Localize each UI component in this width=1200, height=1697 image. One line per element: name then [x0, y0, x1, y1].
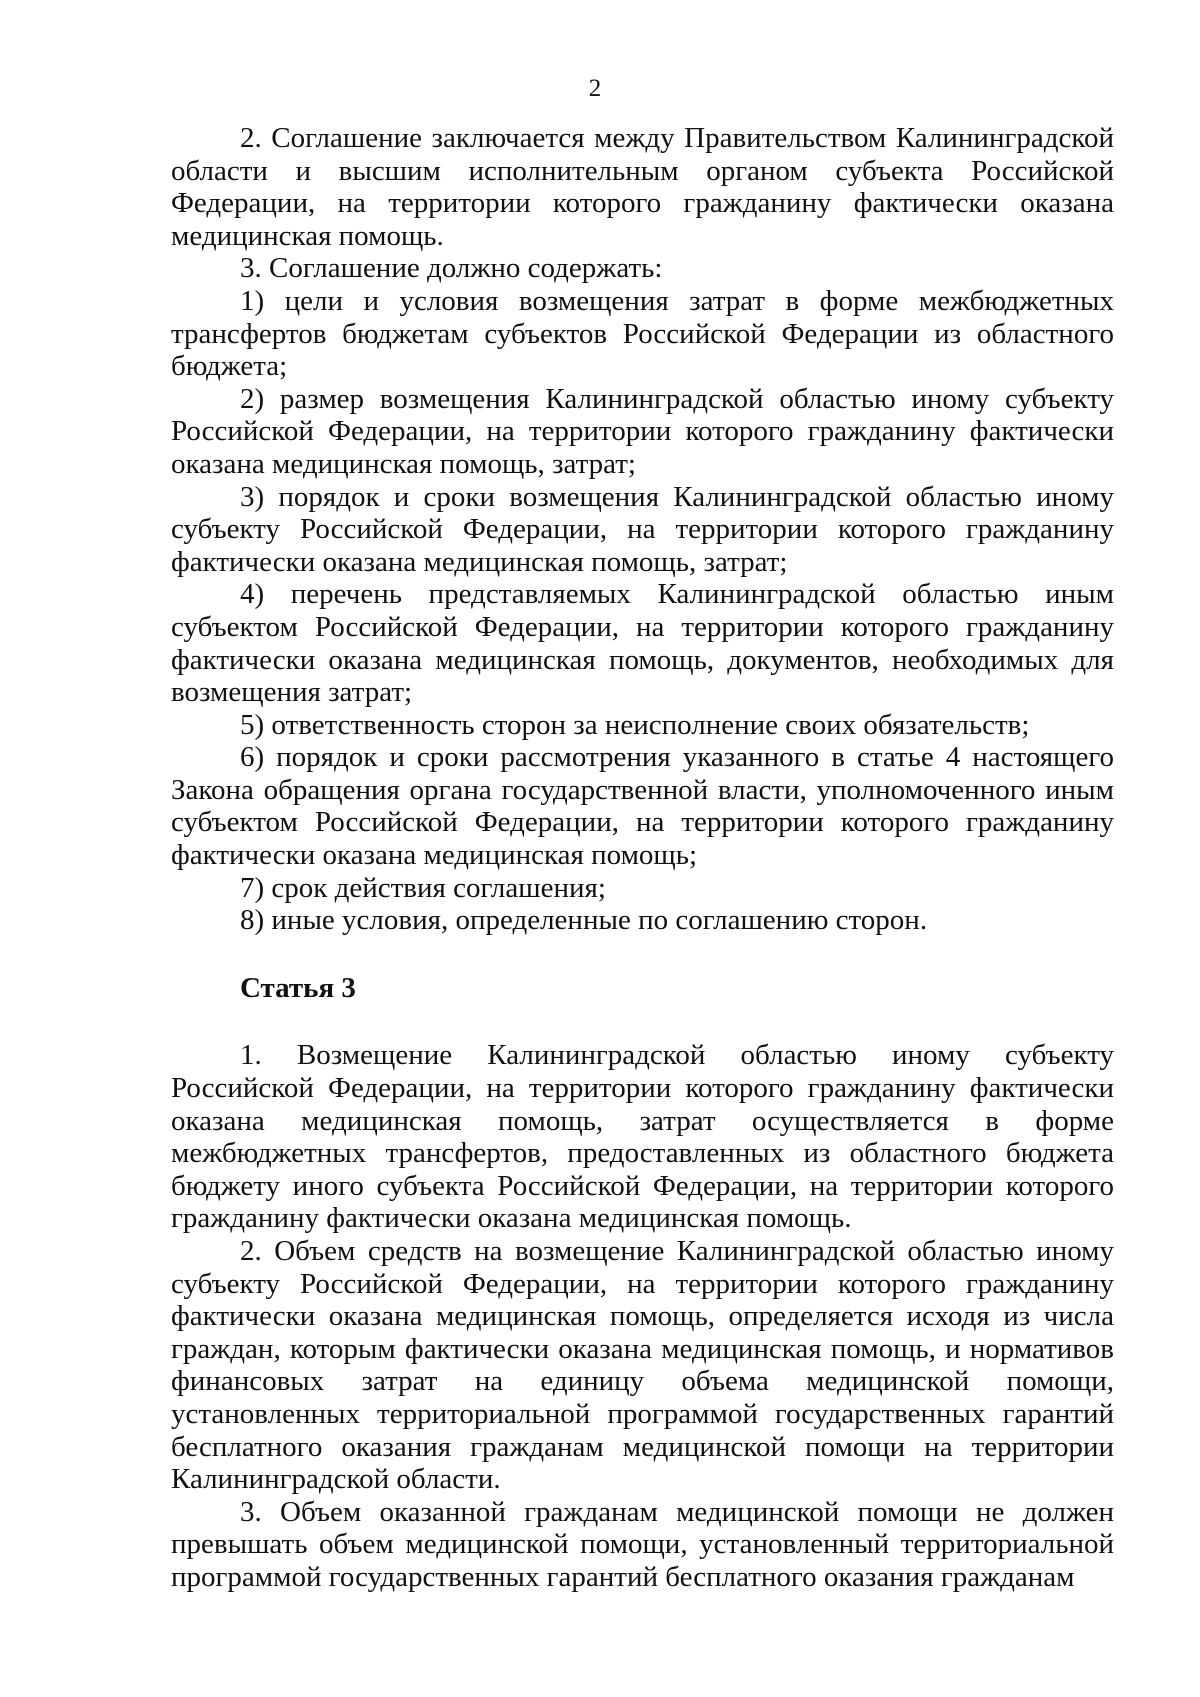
list-item: 2) размер возмещения Калининградской областью иному субъекту Российской Федерации, на территории которого гражданину фактически оказана медицинская помощь, затрат;: [171, 382, 1114, 480]
paragraph: 2. Соглашение заключается между Правительством Калининградской области и высшим исполнительным органом субъекта Российской Федерации, на территории которого гражданину фактически оказана медицинская помощь.: [171, 122, 1114, 252]
paragraph: 1. Возмещение Калининградской областью иному субъекту Российской Федерации, на территории которого гражданину фактически оказана медицинская помощь, затрат осуществляется в форме межбюджетных трансфертов, предоставленных из областного бюджета бюджету иного субъекта Российской Федерации, на территории которого гражданину фактически оказана медицинская помощь.: [171, 1039, 1114, 1235]
list-item: 7) срок действия соглашения;: [240, 871, 606, 904]
list-item: 6) порядок и сроки рассмотрения указанного в статье 4 настоящего Закона обращения органа государственной власти, уполномоченного иным субъектом Российской Федерации, на территории которого гражданину фактически оказана медицинская помощь;: [171, 741, 1114, 872]
list-item: 5) ответственность сторон за неисполнение своих обязательств;: [240, 708, 1030, 741]
article-heading: Статья 3: [240, 971, 356, 1004]
list-item: 1) цели и условия возмещения затрат в форме межбюджетных трансфертов бюджетам субъектов Российской Федерации из областного бюджета;: [171, 284, 1114, 383]
page-number: 2: [588, 75, 602, 102]
list-item: 8) иные условия, определенные по соглашению сторон.: [240, 904, 928, 937]
document-body: [171, 122, 1114, 1594]
paragraph: 3. Соглашение должно содержать:: [240, 252, 663, 285]
paragraph: 3. Объем оказанной гражданам медицинской помощи не должен превышать объем медицинской помощи, установленный территориальной программой государственных гарантий бесплатного оказания гражданам: [171, 1495, 1114, 1593]
list-item: 4) перечень представляемых Калининградской областью иным субъектом Российской Федерации, на территории которого гражданину фактически оказана медицинская помощь, документов, необходимых для возмещения затрат;: [171, 578, 1114, 709]
list-item: 3) порядок и сроки возмещения Калининградской областью иному субъекту Российской Федерации, на территории которого гражданину фактически оказана медицинская помощь, затрат;: [171, 480, 1114, 578]
paragraph: 2. Объем средств на возмещение Калининградской областью иному субъекту Российской Федерации, на территории которого гражданину фактически оказана медицинская помощь, определяется исходя из числа граждан, которым фактически оказана медицинская помощь, и нормативов финансовых затрат на единицу объема медицинской помощи, установленных территориальной программой государственных гарантий бесплатного оказания гражданам медицинской помощи на территории Калининградской области.: [171, 1235, 1114, 1496]
